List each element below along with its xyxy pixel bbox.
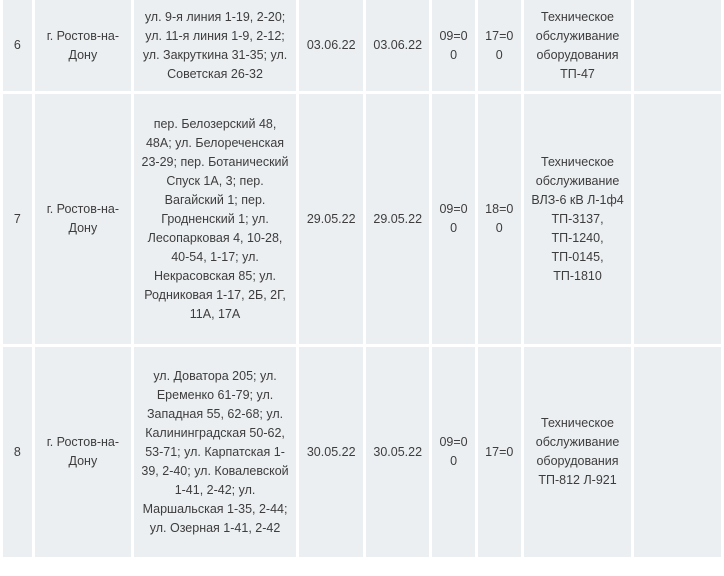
- reason-cell: Техническое обслуживание оборудования ТП-47: [524, 0, 632, 91]
- end-time-cell: 17=0: [478, 347, 521, 557]
- row-number: 7: [3, 94, 32, 344]
- end-time-cell: 18=00: [478, 94, 521, 344]
- end-date-cell: 03.06.22: [366, 0, 429, 91]
- end-time-cell: 17=00: [478, 0, 521, 91]
- table-row: [3, 94, 721, 344]
- start-date-cell: 03.06.22: [299, 0, 363, 91]
- table-row: [3, 347, 721, 557]
- start-date-cell: 30.05.22: [299, 347, 363, 557]
- start-time-cell: 09=00: [432, 0, 475, 91]
- extra-cell: [634, 94, 721, 344]
- city-cell: г. Ростов-на-Дону: [35, 347, 131, 557]
- reason-cell: Техническое обслуживание оборудования ТП-812 Л-921: [524, 347, 632, 557]
- start-time-cell: 09=00: [432, 94, 475, 344]
- table-row: [3, 0, 721, 91]
- start-time-cell: 09=00: [432, 347, 475, 557]
- city-cell: г. Ростов-на-Дону: [35, 0, 131, 91]
- end-date-cell: 29.05.22: [366, 94, 429, 344]
- start-date-cell: 29.05.22: [299, 94, 363, 344]
- row-number: 6: [3, 0, 32, 91]
- streets-cell: ул. 9-я линия 1-19, 2-20; ул. 11-я линия 1-9, 2-12; ул. Закруткина 31-35; ул. Советская 26-32: [134, 0, 296, 91]
- streets-cell: ул. Доватора 205; ул. Еременко 61-79; ул. Западная 55, 62-68; ул. Калининградская 50-62, 53-71; ул. Карпатская 1-39, 2-40; ул. Ковалевской 1-41, 2-42; ул. Маршальская 1-35, 2-44; ул. Озерная 1-41, 2-42: [134, 347, 296, 557]
- reason-cell: Техническое обслуживание ВЛЗ-6 кВ Л-1ф4 ТП-3137, ТП-1240, ТП-0145, ТП-1810: [524, 94, 632, 344]
- end-date-cell: 30.05.22: [366, 347, 429, 557]
- extra-cell: [634, 347, 721, 557]
- city-cell: г. Ростов-на-Дону: [35, 94, 131, 344]
- streets-cell: пер. Белозерский 48, 48А; ул. Белореченская 23-29; пер. Ботанический Спуск 1А, 3; пер. Вагайский 1; пер. Гродненский 1; ул. Лесопарковая 4, 10-28, 40-54, 1-17; ул. Некрасовская 85; ул. Родниковая 1-17, 2Б, 2Г, 11А, 17А: [134, 94, 296, 344]
- extra-cell: [634, 0, 721, 91]
- row-number: 8: [3, 347, 32, 557]
